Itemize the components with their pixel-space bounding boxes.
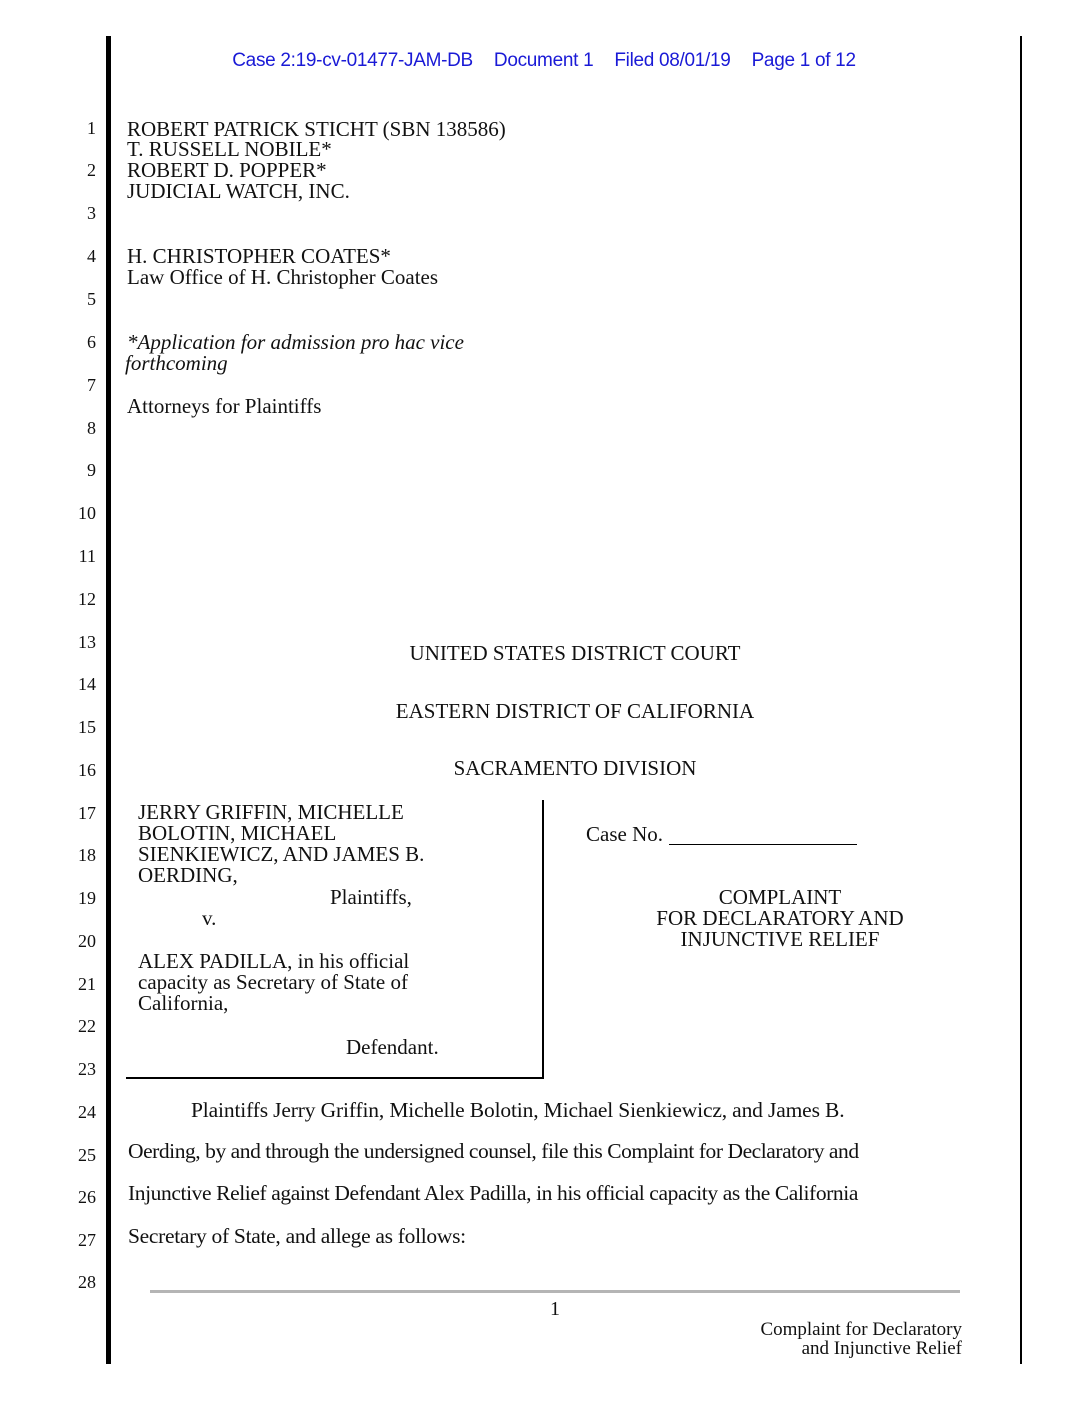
- body-line: Plaintiffs Jerry Griffin, Michelle Bolotin, Michael Sienkiewicz, and James B.: [191, 1098, 845, 1122]
- plaintiffs-names: JERRY GRIFFIN, MICHELLE: [138, 800, 404, 824]
- case-number-field: [586, 824, 857, 845]
- ecf-header: [0, 50, 1088, 72]
- left-margin-rule: [106, 36, 111, 1364]
- page-number: 1: [550, 1298, 560, 1320]
- defendant-name: capacity as Secretary of State of: [138, 970, 408, 994]
- counsel-role: Attorneys for Plaintiffs: [127, 394, 322, 418]
- document-title: COMPLAINT: [718, 885, 842, 909]
- case-number-blank: [669, 826, 857, 845]
- caption-bottom-rule: [126, 1077, 544, 1079]
- line-number: 12: [78, 589, 96, 609]
- line-number: 25: [78, 1145, 96, 1165]
- court-division: SACRAMENTO DIVISION: [453, 756, 697, 780]
- line-number: 18: [78, 845, 96, 865]
- versus: v.: [202, 906, 217, 930]
- court-district: EASTERN DISTRICT OF CALIFORNIA: [395, 699, 755, 723]
- document-title: INJUNCTIVE RELIEF: [680, 927, 880, 951]
- body-line: Secretary of State, and allege as follows:: [128, 1224, 466, 1248]
- line-number: 5: [87, 289, 96, 309]
- line-number: 26: [78, 1187, 96, 1207]
- line-number: 21: [78, 974, 96, 994]
- line-number: 15: [78, 717, 96, 737]
- plaintiffs-label: Plaintiffs,: [330, 885, 412, 909]
- plaintiffs-names: BOLOTIN, MICHAEL: [138, 821, 337, 845]
- footer-title: [600, 1320, 962, 1358]
- body-line: Oerding, by and through the undersigned counsel, file this Complaint for Declaratory and: [128, 1139, 859, 1163]
- line-number: 17: [78, 803, 96, 823]
- defendant-name: California,: [138, 991, 229, 1015]
- line-number: 6: [87, 332, 96, 352]
- firm-name: Law Office of H. Christopher Coates: [127, 265, 439, 289]
- line-number: 8: [87, 418, 96, 438]
- defendant-label: Defendant.: [346, 1035, 439, 1059]
- header-filed-date: Filed 08/01/19: [614, 50, 731, 71]
- line-number: 11: [78, 546, 96, 566]
- firm-name: JUDICIAL WATCH, INC.: [127, 179, 350, 203]
- line-number: 14: [78, 674, 96, 694]
- line-number: 20: [78, 931, 96, 951]
- pro-hac-vice-note: *Application for admission pro hac vice: [127, 330, 464, 354]
- line-number: 7: [87, 375, 96, 395]
- document-title: FOR DECLARATORY AND: [656, 906, 904, 930]
- plaintiffs-names: OERDING,: [138, 863, 238, 887]
- footer-rule: [150, 1290, 960, 1293]
- line-number: 4: [87, 246, 96, 266]
- header-page: Page 1 of 12: [751, 50, 856, 71]
- attorney-name: ROBERT PATRICK STICHT (SBN 138586): [127, 117, 506, 141]
- attorney-name: ROBERT D. POPPER*: [127, 158, 327, 182]
- line-number: 23: [78, 1059, 96, 1079]
- line-number: 22: [78, 1016, 96, 1036]
- header-case-number: Case 2:19-cv-01477-JAM-DB: [232, 50, 473, 71]
- line-number: 28: [78, 1272, 96, 1292]
- attorney-name: T. RUSSELL NOBILE*: [127, 137, 332, 161]
- body-line: Injunctive Relief against Defendant Alex Padilla, in his official capacity as the California: [128, 1181, 858, 1205]
- attorney-name: H. CHRISTOPHER COATES*: [127, 244, 391, 268]
- line-number: 19: [78, 888, 96, 908]
- footer-title-line: Complaint for Declaratory: [760, 1319, 962, 1340]
- line-number: 1: [87, 118, 96, 138]
- court-name: UNITED STATES DISTRICT COURT: [409, 641, 741, 665]
- defendant-name: ALEX PADILLA, in his official: [138, 949, 410, 973]
- right-margin-rule: [1020, 36, 1022, 1364]
- line-number: 10: [78, 503, 96, 523]
- line-number: 24: [78, 1102, 96, 1122]
- plaintiffs-names: SIENKIEWICZ, AND JAMES B.: [138, 842, 425, 866]
- line-number: 9: [87, 460, 96, 480]
- line-number: 13: [78, 632, 96, 652]
- case-number-label: Case No.: [586, 822, 663, 846]
- line-number: 16: [78, 760, 96, 780]
- pro-hac-vice-note: forthcoming: [125, 351, 228, 375]
- line-number: 2: [87, 160, 96, 180]
- line-number: 27: [78, 1230, 96, 1250]
- header-document: Document 1: [493, 50, 594, 71]
- footer-title-line: and Injunctive Relief: [801, 1338, 962, 1359]
- caption-divider: [542, 800, 544, 1078]
- line-number: 3: [87, 203, 96, 223]
